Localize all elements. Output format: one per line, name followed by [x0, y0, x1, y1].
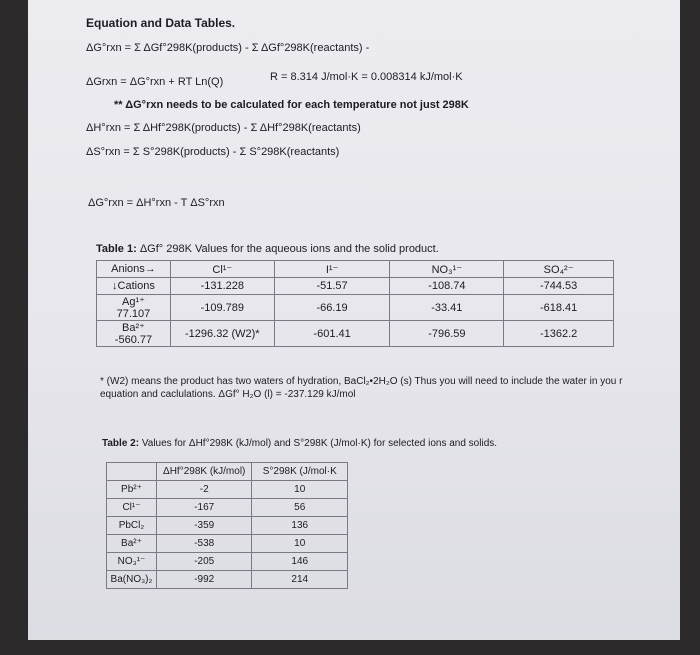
cation-ba: Ba²⁺ -560.77: [97, 321, 171, 347]
ba-so4-value: -1362.2: [504, 321, 614, 347]
table-row: [107, 517, 348, 535]
equation-entropy: ΔS°rxn = Σ S°298K(products) - Σ S°298K(reactants): [86, 146, 340, 158]
ag-so4-value: -618.41: [504, 295, 614, 321]
ba-cl-value: -1296.32 (W2)*: [170, 321, 274, 347]
table1-caption: Table 1: ΔGf° 298K Values for the aqueous ions and the solid product.: [96, 243, 439, 255]
ba-i-value: -601.41: [274, 321, 390, 347]
anion-so4-value: -744.53: [504, 278, 614, 295]
equation-gibbs-nonstandard: ΔGrxn = ΔG°rxn + RT Ln(Q): [86, 76, 224, 88]
table1: [96, 260, 614, 347]
ag-cl-value: -109.789: [170, 295, 274, 321]
no3-enthalpy: -205: [156, 553, 252, 571]
species-ba: Ba²⁺: [107, 535, 157, 553]
document-page: [28, 0, 680, 640]
species-no3: NO₃¹⁻: [107, 553, 157, 571]
table-row: [97, 278, 614, 295]
table-row: [107, 535, 348, 553]
ba-no3-2-enthalpy: -992: [156, 571, 252, 589]
table2: [106, 462, 348, 589]
species-pbcl2: PbCl₂: [107, 517, 157, 535]
ba-enthalpy: -538: [156, 535, 252, 553]
table2-caption: Table 2: Values for ΔHf°298K (kJ/mol) and S°298K (J/mol·K) for selected ions and solids.: [102, 438, 498, 449]
ba-entropy: 10: [252, 535, 348, 553]
table2-corner: [107, 463, 157, 481]
ba-no3-value: -796.59: [390, 321, 504, 347]
table-row: [107, 463, 348, 481]
cation-ag: Ag¹⁺ 77.107: [97, 295, 171, 321]
page-heading: Equation and Data Tables.: [86, 16, 236, 30]
cl-entropy: 56: [252, 499, 348, 517]
pb-entropy: 10: [252, 481, 348, 499]
table-row: [107, 499, 348, 517]
no3-entropy: 146: [252, 553, 348, 571]
table-row: [107, 553, 348, 571]
table1-corner-bottom: ↓Cations: [97, 278, 171, 295]
species-cl: Cl¹⁻: [107, 499, 157, 517]
anion-cl: Cl¹⁻: [170, 261, 274, 278]
equation-gibbs-helmholtz: ΔG°rxn = ΔH°rxn - T ΔS°rxn: [88, 197, 225, 209]
table2-col-enthalpy: ΔHf°298K (kJ/mol): [156, 463, 252, 481]
temperature-note: ** ΔG°rxn needs to be calculated for each temperature not just 298K: [114, 99, 469, 111]
anion-cl-value: -131.228: [170, 278, 274, 295]
equation-enthalpy: ΔH°rxn = Σ ΔHf°298K(products) - Σ ΔHf°298K(reactants): [86, 122, 361, 134]
pb-enthalpy: -2: [156, 481, 252, 499]
pbcl2-enthalpy: -359: [156, 517, 252, 535]
table-row: [97, 295, 614, 321]
anion-no3-value: -108.74: [390, 278, 504, 295]
anion-no3: NO₃¹⁻: [390, 261, 504, 278]
table-row: [97, 321, 614, 347]
species-pb: Pb²⁺: [107, 481, 157, 499]
anion-so4: SO₄²⁻: [504, 261, 614, 278]
species-ba-no3-2: Ba(NO₃)₂: [107, 571, 157, 589]
anion-i-value: -51.57: [274, 278, 390, 295]
table2-col-entropy: S°298K (J/mol·K: [252, 463, 348, 481]
gas-constant: R = 8.314 J/mol·K = 0.008314 kJ/mol·K: [270, 71, 463, 83]
ag-no3-value: -33.41: [390, 295, 504, 321]
pbcl2-entropy: 136: [252, 517, 348, 535]
table-row: [107, 571, 348, 589]
cl-enthalpy: -167: [156, 499, 252, 517]
table1-footnote: * (W2) means the product has two waters of hydration, BaCl₂•2H₂O (s) Thus you will need to include the water in you r equation and caclulations. ΔGf° H₂O (l) = -237.129 kJ/mol: [100, 376, 623, 400]
ag-i-value: -66.19: [274, 295, 390, 321]
table-row: [107, 481, 348, 499]
table1-corner-top: Anions→: [97, 261, 171, 278]
anion-i: I¹⁻: [274, 261, 390, 278]
equation-gibbs-standard: ΔG°rxn = Σ ΔGf°298K(products) - Σ ΔGf°298K(reactants) -: [86, 42, 370, 54]
table-row: [97, 261, 614, 278]
ba-no3-2-entropy: 214: [252, 571, 348, 589]
